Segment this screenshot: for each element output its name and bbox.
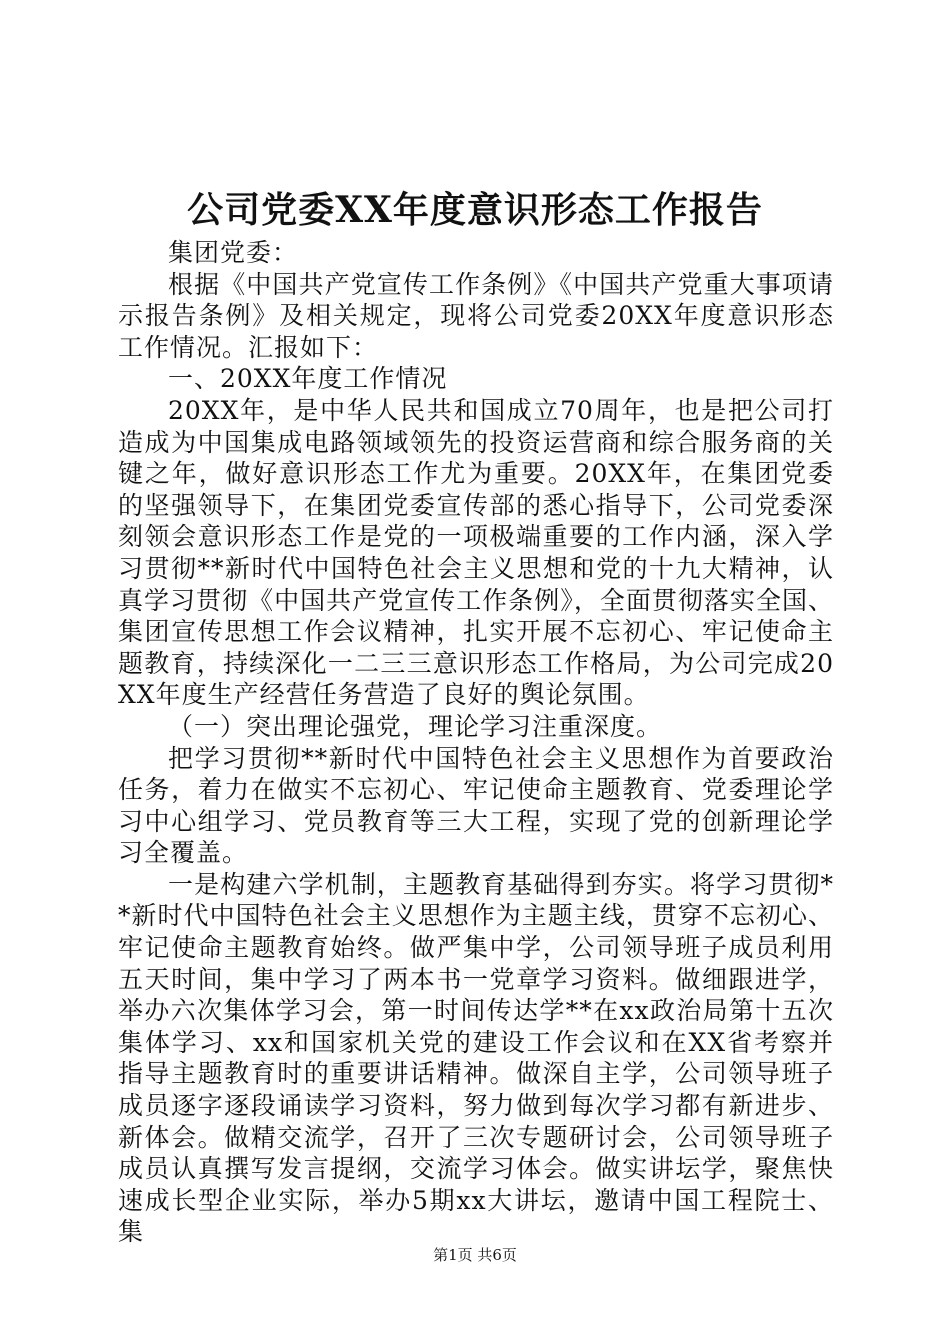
section-heading: 一、20XX年度工作情况 xyxy=(168,364,448,394)
subsection-heading: （一）突出理论强党，理论学习注重深度。 xyxy=(168,711,663,741)
mechanism-paragraph: 一是构建六学机制，主题教育基础得到夯实。将学习贯彻**新时代中国特色社会主义思想作为主题主线，贯穿不忘初心、牢记使命主题教育始终。做严集中学，公司领导班子成员利用五天时间，集中学习了两本书一党章学习资料。做细跟进学，举办六次集体学习会，第一时间传达学**在xx政治局第十五次集体学习、xx和国家机关党的建设工作会议和在XX省考察并指导主题教育时的重要讲话精神。做深自主学，公司领导班子成员逐字逐段诵读学习资料，努力做到每次学习都有新进步、新体会。做精交流学，召开了三次专题研讨会，公司领导班子成员认真撰写发言提纲，交流学习体会。做实讲坛学，聚焦快速成长型企业实际，举办5期xx大讲坛，邀请中国工程院士、集 xyxy=(118,869,834,1247)
intro-paragraph: 根据《中国共产党宣传工作条例》《中国共产党重大事项请示报告条例》及相关规定，现将公司党委20XX年度意识形态工作情况。汇报如下： xyxy=(118,269,834,362)
document-title: 公司党委XX年度意识形态工作报告 xyxy=(187,189,763,231)
document-body xyxy=(118,237,834,1248)
page-number-footer: 第1页 共6页 xyxy=(433,1246,517,1264)
overview-paragraph: 20XX年，是中华人民共和国成立70周年，也是把公司打造成为中国集成电路领域领先的投资运营商和综合服务商的关键之年，做好意识形态工作尤为重要。20XX年，在集团党委的坚强领导下，在集团党委宣传部的悉心指导下，公司党委深刻领会意识形态工作是党的一项极端重要的工作内涵，深入学习贯彻**新时代中国特色社会主义思想和党的十九大精神，认真学习贯彻《中国共产党宣传工作条例》，全面贯彻落实全国、集团宣传思想工作会议精神，扎实开展不忘初心、牢记使命主题教育，持续深化一二三三意识形态工作格局，为公司完成20XX年度生产经营任务营造了良好的舆论氛围。 xyxy=(118,395,834,710)
theory-paragraph: 把学习贯彻**新时代中国特色社会主义思想作为首要政治任务，着力在做实不忘初心、牢记使命主题教育、党委理论学习中心组学习、党员教育等三大工程，实现了党的创新理论学习全覆盖。 xyxy=(118,743,834,868)
salutation-paragraph: 集团党委： xyxy=(168,238,299,267)
